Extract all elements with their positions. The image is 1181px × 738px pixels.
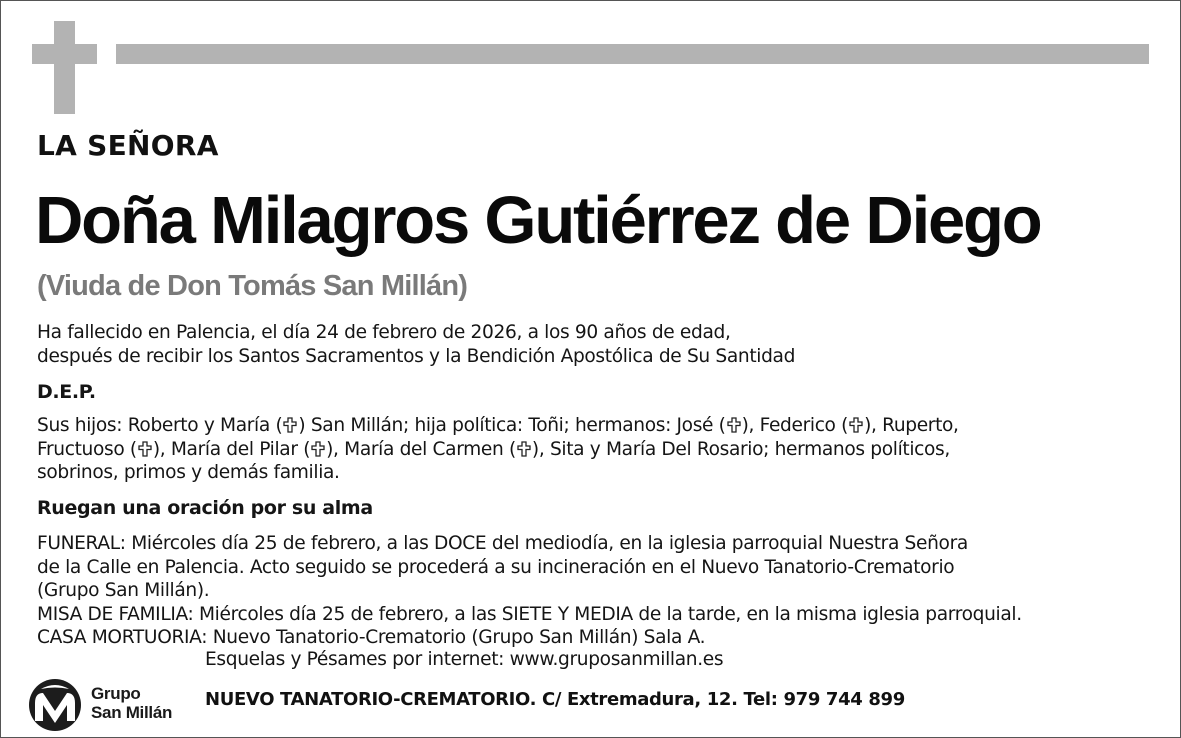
mini-cross-icon (283, 417, 297, 433)
mini-cross-icon (517, 441, 531, 457)
mini-cross-icon (727, 417, 741, 433)
heading: LA SEÑORA (37, 129, 219, 162)
dep-label: D.E.P. (37, 381, 96, 403)
family-mass-line: MISA DE FAMILIA: Miércoles día 25 de febrero, a las SIETE Y MEDIA de la tarde, en la misma iglesia parroquial. (37, 603, 1022, 625)
deceased-name: Doña Milagros Gutiérrez de Diego (35, 183, 1041, 258)
death-line-2: después de recibir los Santos Sacramentos y la Bendición Apostólica de Su Santidad (37, 345, 796, 367)
family-line-1: Sus hijos: Roberto y María ( ) San Millán; hija política: Toñi; hermanos: José ( ), Federico ( ), Ruperto, (37, 415, 959, 436)
family-paragraph (37, 414, 959, 485)
funeral-details (37, 532, 1022, 650)
mini-cross-icon (849, 417, 863, 433)
san-millan-logo-icon (27, 677, 83, 733)
mini-cross-icon (311, 441, 325, 457)
funeral-line: (Grupo San Millán). (37, 580, 210, 601)
header-bar (116, 44, 1149, 64)
funeral-line: FUNERAL: Miércoles día 25 de febrero, a las DOCE del mediodía, en la iglesia parroquial Nuestra Señora (37, 533, 968, 554)
logo-text (91, 684, 172, 722)
family-line-2: Fructuoso ( ), María del Pilar ( ), María del Carmen ( ), Sita y María Del Rosario; hermanos políticos, (37, 438, 950, 460)
prayer-request: Ruegan una oración por su alma (37, 497, 373, 519)
logo-line-2: San Millán (91, 703, 173, 722)
family-line-3: sobrinos, primos y demás familia. (37, 462, 340, 483)
mini-cross-icon (138, 441, 152, 457)
cross-icon-horizontal (32, 44, 97, 64)
death-line-1: Ha fallecido en Palencia, el día 24 de febrero de 2026, a los 90 años de edad, (37, 322, 731, 343)
funeral-line: de la Calle en Palencia. Acto seguido se procederá a su incineración en el Nuevo Tanatorio-Crematorio (37, 556, 955, 578)
widow-subtitle: (Viuda de Don Tomás San Millán) (37, 270, 468, 302)
cross-icon-vertical (54, 21, 75, 114)
online-condolences: Esquelas y Pésames por internet: www.gruposanmillan.es (205, 649, 724, 670)
funeral-home-line: CASA MORTUORIA: Nuevo Tanatorio-Crematorio (Grupo San Millán) Sala A. (37, 627, 706, 648)
death-announcement (37, 321, 795, 368)
logo-line-1: Grupo (91, 684, 141, 703)
footer-address: NUEVO TANATORIO-CREMATORIO. C/ Extremadura, 12. Tel: 979 744 899 (205, 689, 905, 710)
